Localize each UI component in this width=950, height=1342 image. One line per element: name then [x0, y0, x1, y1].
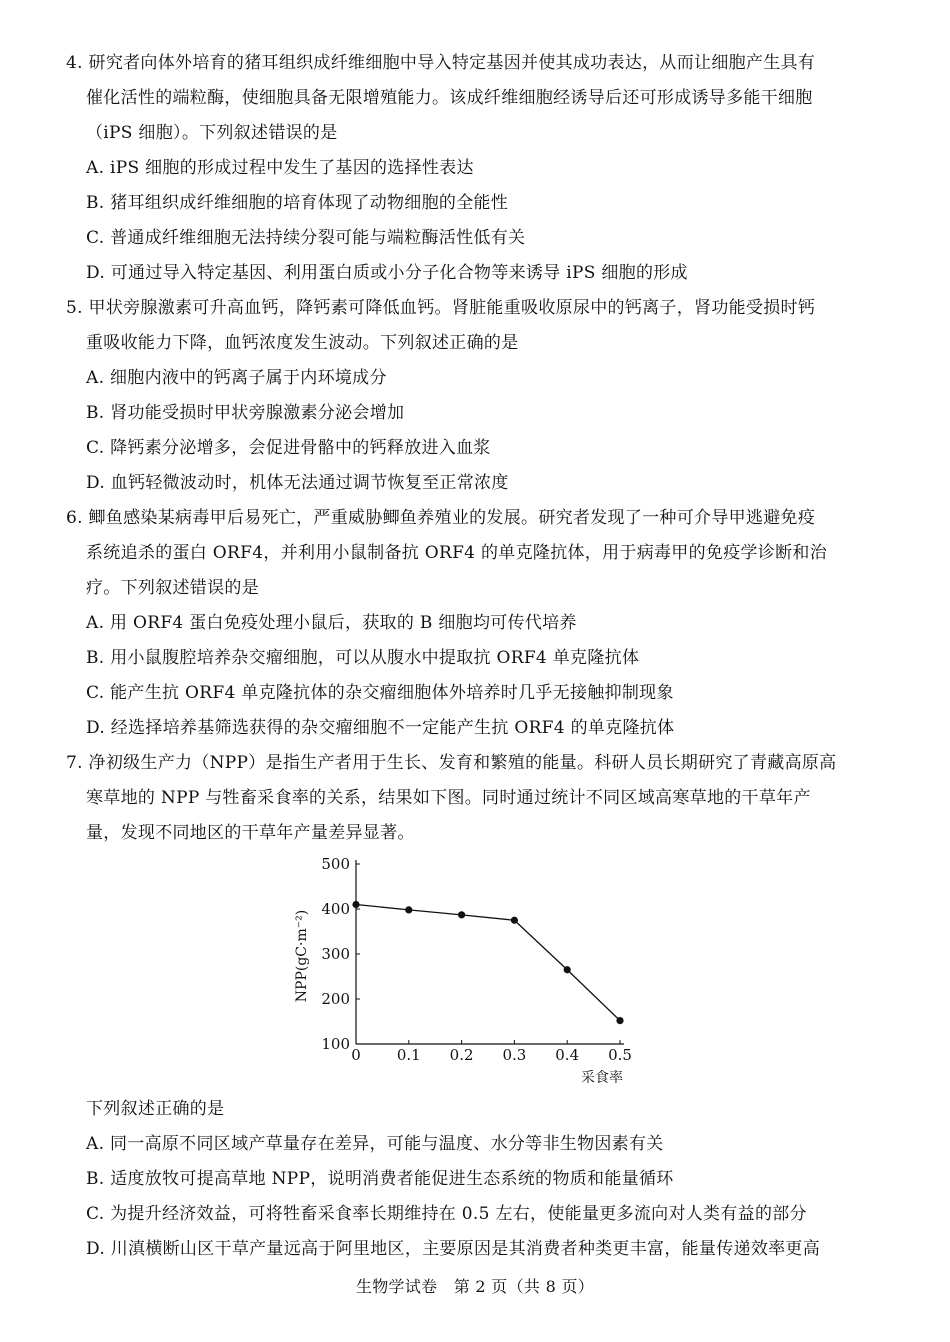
- data-point: [511, 917, 518, 924]
- q5-option-d: D. 血钙轻微波动时，机体无法通过调节恢复至正常浓度: [86, 473, 509, 493]
- data-point: [616, 1017, 623, 1024]
- page-footer: 生物学试卷 第 2 页（共 8 页）: [355, 1277, 595, 1296]
- q5-option-b: B. 肾功能受损时甲状旁腺激素分泌会增加: [86, 403, 405, 423]
- data-point: [352, 901, 359, 908]
- x-tick-label: 0.2: [449, 1046, 474, 1064]
- q6-line-2: 系统追杀的蛋白 ORF4，并利用小鼠制备抗 ORF4 的单克隆抗体，用于病毒甲的免疫学诊断和治: [86, 543, 828, 563]
- x-tick-label: 0.1: [396, 1046, 421, 1064]
- x-tick-label: 0: [351, 1046, 361, 1064]
- q5-line-1: 5. 甲状旁腺激素可升高血钙，降钙素可降低血钙。肾脏能重吸收原尿中的钙离子，肾功能受损时钙: [66, 298, 816, 318]
- series-npp: [352, 901, 623, 1024]
- x-tick-label: 0.4: [555, 1046, 580, 1064]
- q5-option-a: A. 细胞内液中的钙离子属于内环境成分: [86, 368, 387, 388]
- q6-option-c: C. 能产生抗 ORF4 单克隆抗体的杂交瘤细胞体外培养时几乎无接触抑制现象: [86, 683, 674, 703]
- data-point: [564, 966, 571, 973]
- q4-option-c: C. 普通成纤维细胞无法持续分裂可能与端粒酶活性低有关: [86, 228, 526, 248]
- q7-line-3: 量，发现不同地区的干草年产量差异显著。: [86, 823, 415, 843]
- q4-option-a: A. iPS 细胞的形成过程中发生了基因的选择性表达: [86, 158, 474, 178]
- q4-option-d: D. 可通过导入特定基因、利用蛋白质或小分子化合物等来诱导 iPS 细胞的形成: [86, 263, 688, 283]
- q7-option-a: A. 同一高原不同区域产草量存在差异，可能与温度、水分等非生物因素有关: [86, 1134, 664, 1154]
- q6-option-b: B. 用小鼠腹腔培养杂交瘤细胞，可以从腹水中提取抗 ORF4 单克隆抗体: [86, 648, 640, 668]
- q6-line-3: 疗。下列叙述错误的是: [86, 578, 259, 598]
- chart-axes: [356, 860, 624, 1044]
- npp-line-chart: [280, 848, 660, 1093]
- y-tick-label: 400: [321, 900, 350, 918]
- q6-line-1: 6. 鲫鱼感染某病毒甲后易死亡，严重威胁鲫鱼养殖业的发展。研究者发现了一种可介导甲逃避免疫: [66, 508, 816, 528]
- data-point: [405, 906, 412, 913]
- q7-option-b: B. 适度放牧可提高草地 NPP，说明消费者能促进生态系统的物质和能量循环: [86, 1169, 674, 1189]
- q7-stem: 下列叙述正确的是: [86, 1099, 225, 1119]
- q7-line-2: 寒草地的 NPP 与牲畜采食率的关系，结果如下图。同时通过统计不同区域高寒草地的干草年产: [86, 788, 811, 808]
- q7-option-c: C. 为提升经济效益，可将牲畜采食率长期维持在 0.5 左右，使能量更多流向对人类有益的部分: [86, 1204, 807, 1224]
- y-axis-label: NPP(gC·m⁻²): [294, 909, 310, 1003]
- q4-option-b: B. 猪耳组织成纤维细胞的培育体现了动物细胞的全能性: [86, 193, 509, 213]
- q5-line-2: 重吸收能力下降，血钙浓度发生波动。下列叙述正确的是: [86, 333, 519, 353]
- q6-option-d: D. 经选择培养基筛选获得的杂交瘤细胞不一定能产生抗 ORF4 的单克隆抗体: [86, 718, 675, 738]
- y-tick-label: 500: [321, 855, 350, 873]
- y-ticks: [321, 855, 360, 1053]
- x-axis-label: 采食率: [581, 1070, 623, 1086]
- q7-line-1: 7. 净初级生产力（NPP）是指生产者用于生长、发育和繁殖的能量。科研人员长期研究了青藏高原高: [66, 753, 837, 773]
- x-tick-label: 0.3: [502, 1046, 527, 1064]
- q7-option-d: D. 川滇横断山区干草产量远高于阿里地区，主要原因是其消费者种类更丰富，能量传递效率更高: [86, 1239, 821, 1259]
- q4-line-3: （iPS 细胞）。下列叙述错误的是: [86, 123, 338, 143]
- data-point: [458, 911, 465, 918]
- q4-line-1: 4. 研究者向体外培育的猪耳组织成纤维细胞中导入特定基因并使其成功表达，从而让细胞产生具有: [66, 53, 816, 73]
- x-tick-label: 0.5: [608, 1046, 632, 1064]
- y-tick-label: 200: [321, 990, 350, 1008]
- q5-option-c: C. 降钙素分泌增多，会促进骨骼中的钙释放进入血浆: [86, 438, 491, 458]
- q6-option-a: A. 用 ORF4 蛋白免疫处理小鼠后，获取的 B 细胞均可传代培养: [86, 613, 577, 633]
- series-line: [356, 905, 620, 1021]
- y-tick-label: 100: [321, 1035, 350, 1053]
- q4-line-2: 催化活性的端粒酶，使细胞具备无限增殖能力。该成纤维细胞经诱导后还可形成诱导多能干细胞: [86, 88, 813, 108]
- y-tick-label: 300: [321, 945, 350, 963]
